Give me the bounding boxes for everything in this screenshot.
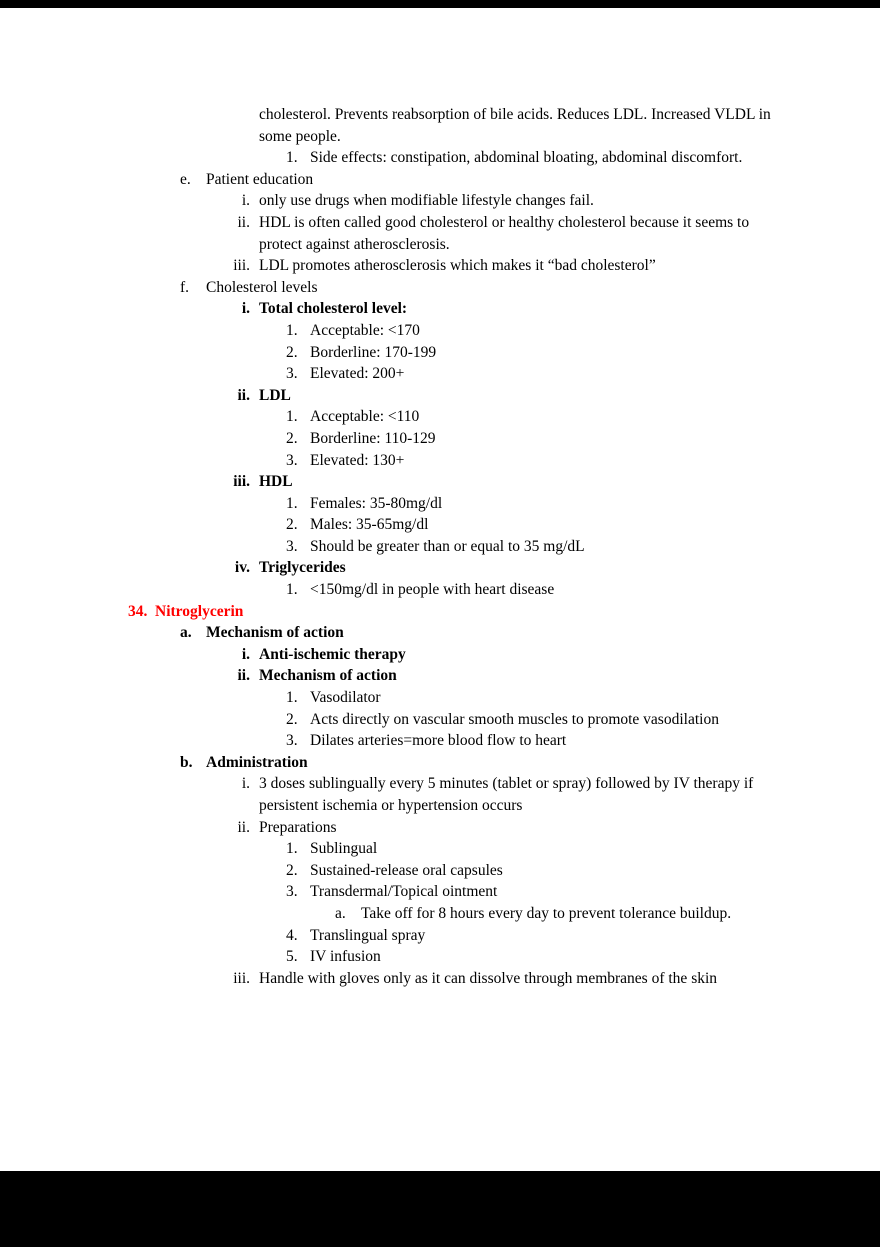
bottom-letterbox-bar	[0, 1171, 880, 1247]
list-marker: 4.	[286, 926, 298, 944]
outline-line	[0, 752, 880, 774]
list-text: Borderline: 170-199	[310, 343, 437, 361]
outline-line	[0, 342, 880, 364]
list-text: Anti-ischemic therapy	[259, 645, 406, 663]
list-text: Males: 35-65mg/dl	[310, 516, 429, 534]
list-marker: e.	[180, 170, 191, 188]
outline-line	[0, 817, 880, 839]
list-text: IV infusion	[310, 948, 381, 966]
list-text: Mechanism of action	[259, 667, 397, 685]
outline-line	[0, 298, 880, 320]
list-text: Mechanism of action	[206, 624, 344, 642]
list-text: Acceptable: <110	[310, 408, 420, 426]
list-text: Elevated: 200+	[310, 365, 405, 383]
outline-line	[0, 622, 880, 644]
list-text: Handle with gloves only as it can dissolve through membranes of the skin	[259, 969, 718, 987]
list-text: Borderline: 110-129	[310, 429, 436, 447]
list-text: Should be greater than or equal to 35 mg/dL	[310, 537, 585, 555]
outline-line	[0, 903, 880, 925]
outline-line	[0, 104, 880, 147]
list-marker: 3.	[286, 732, 298, 750]
outline-line	[0, 493, 880, 515]
list-text: <150mg/dl in people with heart disease	[310, 581, 555, 599]
list-marker: b.	[180, 753, 193, 771]
outline-line	[0, 406, 880, 428]
list-marker: a.	[335, 904, 346, 922]
outline-line	[0, 687, 880, 709]
outline-line	[0, 190, 880, 212]
list-text: Translingual spray	[310, 926, 426, 944]
list-text: Preparations	[259, 818, 337, 836]
outline-line	[0, 730, 880, 752]
list-text: Take off for 8 hours every day to prevent tolerance buildup.	[361, 904, 732, 922]
list-text: Dilates arteries=more blood flow to heart	[310, 732, 567, 750]
list-text: Triglycerides	[259, 559, 346, 577]
list-marker: 1.	[286, 408, 298, 426]
list-marker: iii.	[233, 969, 250, 987]
list-text: 3 doses sublingually every 5 minutes (tablet or spray) followed by IV therapy if persistent ischemia or hypertension occurs	[259, 775, 754, 814]
outline-line	[0, 471, 880, 493]
outline-line	[0, 557, 880, 579]
list-marker: iv.	[234, 559, 250, 577]
list-text: only use drugs when modifiable lifestyle changes fail.	[259, 192, 594, 210]
list-text: Vasodilator	[310, 689, 381, 707]
list-text: cholesterol. Prevents reabsorption of bile acids. Reduces LDL. Increased VLDL in some people.	[259, 106, 771, 145]
list-marker: 1.	[286, 581, 298, 599]
list-text: Cholesterol levels	[206, 278, 318, 296]
list-marker: ii.	[237, 818, 250, 836]
outline-line	[0, 147, 880, 169]
document-page	[0, 8, 880, 1171]
list-text: Sublingual	[310, 840, 378, 858]
list-text: HDL is often called good cholesterol or healthy cholesterol because it seems to protect against atherosclerosis.	[259, 213, 750, 253]
list-marker: 1.	[286, 689, 298, 707]
top-letterbox-bar	[0, 0, 880, 8]
list-text: Side effects: constipation, abdominal bloating, abdominal discomfort.	[310, 149, 743, 167]
list-marker: i.	[241, 300, 250, 318]
list-marker: a.	[180, 624, 192, 642]
list-text: Transdermal/Topical ointment	[310, 883, 498, 901]
list-marker: 1.	[286, 840, 298, 858]
list-marker: 34.	[128, 602, 148, 620]
document-body	[0, 104, 880, 989]
outline-line	[0, 277, 880, 299]
outline-line	[0, 709, 880, 731]
heading-line	[0, 601, 880, 623]
outline-line	[0, 428, 880, 450]
outline-line	[0, 773, 880, 816]
list-marker: 3.	[286, 365, 298, 383]
list-marker: i.	[241, 775, 250, 793]
list-marker: 3.	[286, 537, 298, 555]
list-text: HDL	[259, 473, 293, 491]
list-text: Patient education	[206, 170, 314, 188]
outline-line	[0, 665, 880, 687]
list-marker: 2.	[286, 710, 298, 728]
outline-line	[0, 514, 880, 536]
outline-line	[0, 212, 880, 255]
list-marker: 2.	[286, 861, 298, 879]
outline-line	[0, 860, 880, 882]
outline-line	[0, 363, 880, 385]
outline-line	[0, 579, 880, 601]
outline-line	[0, 450, 880, 472]
outline-line	[0, 925, 880, 947]
list-text: Nitroglycerin	[155, 602, 244, 620]
list-text: Females: 35-80mg/dl	[310, 494, 443, 512]
list-marker: 2.	[286, 429, 298, 447]
list-marker: ii.	[237, 667, 250, 685]
list-text: LDL promotes atherosclerosis which makes it “bad cholesterol”	[259, 257, 656, 275]
list-marker: 3.	[286, 451, 298, 469]
outline-line	[0, 536, 880, 558]
list-marker: 3.	[286, 883, 298, 901]
outline-line	[0, 644, 880, 666]
list-text: Acts directly on vascular smooth muscles to promote vasodilation	[310, 710, 719, 728]
outline-line	[0, 320, 880, 342]
list-text: Total cholesterol level:	[259, 300, 408, 318]
list-marker: i.	[241, 192, 250, 210]
outline-line	[0, 255, 880, 277]
list-text: Elevated: 130+	[310, 451, 405, 469]
list-marker: 5.	[286, 948, 298, 966]
list-marker: 1.	[286, 149, 298, 167]
list-marker: 1.	[286, 321, 298, 339]
list-marker: 2.	[286, 343, 298, 361]
list-marker: 1.	[286, 494, 298, 512]
list-marker: f.	[180, 278, 190, 296]
outline-line	[0, 169, 880, 191]
list-text: Sustained-release oral capsules	[310, 861, 503, 879]
outline-line	[0, 881, 880, 903]
list-marker: ii.	[237, 386, 250, 404]
outline-line	[0, 946, 880, 968]
list-marker: 2.	[286, 516, 298, 534]
list-marker: ii.	[237, 213, 250, 231]
outline-line	[0, 838, 880, 860]
list-marker: iii.	[233, 473, 250, 491]
list-text: Acceptable: <170	[310, 321, 420, 339]
outline-line	[0, 968, 880, 990]
list-text: Administration	[206, 753, 308, 771]
list-text: LDL	[259, 386, 291, 404]
list-marker: i.	[241, 645, 250, 663]
outline-line	[0, 385, 880, 407]
list-marker: iii.	[233, 257, 250, 275]
